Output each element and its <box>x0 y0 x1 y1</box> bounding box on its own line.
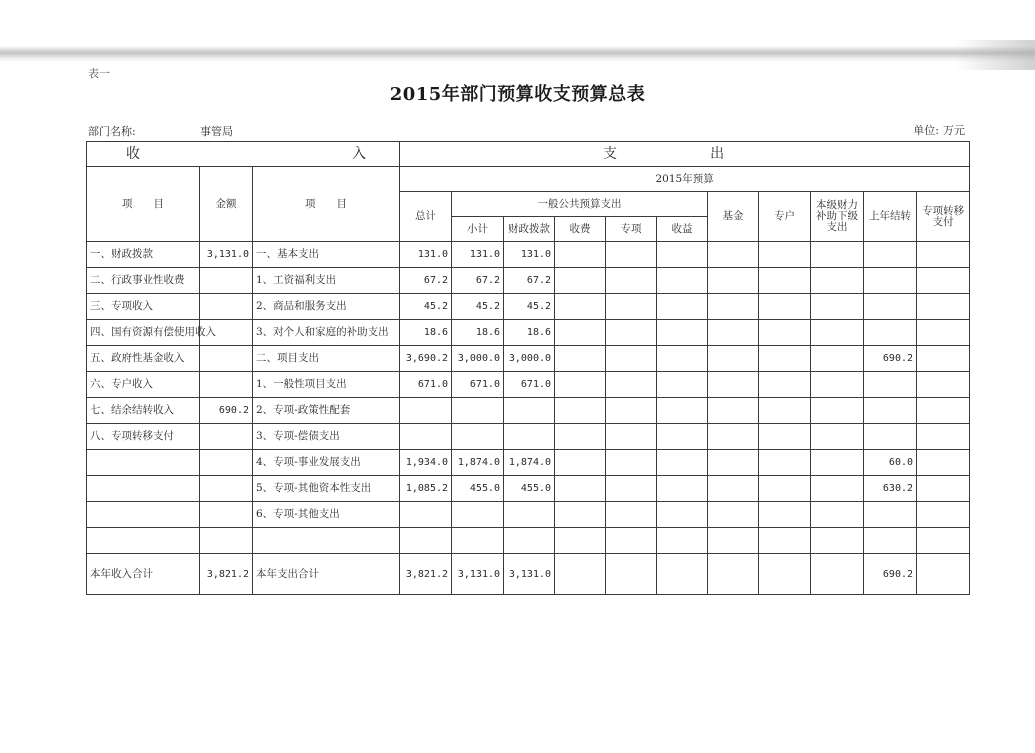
fees-cell <box>555 528 606 554</box>
subtotal-cell: 67.2 <box>452 268 504 294</box>
fees-cell <box>555 268 606 294</box>
fund-cell <box>708 320 759 346</box>
subsidy-cell <box>811 346 864 372</box>
total-cell: 131.0 <box>400 242 452 268</box>
col-fiscal: 财政拨款 <box>504 217 555 242</box>
special-cell <box>606 450 657 476</box>
fiscal-cell <box>504 528 555 554</box>
total-cell: 3,821.2 <box>400 554 452 595</box>
amount-cell <box>200 372 253 398</box>
table-row <box>87 502 970 528</box>
transfer-cell <box>917 424 970 450</box>
special-account-cell <box>759 476 811 502</box>
special-account-cell <box>759 398 811 424</box>
revenue-cell <box>657 372 708 398</box>
subsidy-cell <box>811 294 864 320</box>
col-transfer <box>917 192 970 242</box>
expense-item-cell: 3、专项-偿债支出 <box>253 424 400 450</box>
fund-cell <box>708 346 759 372</box>
carryover-cell: 690.2 <box>864 346 917 372</box>
col-carryover: 上年结转 <box>864 192 917 242</box>
total-cell <box>400 424 452 450</box>
income-item-cell <box>87 502 200 528</box>
table-row <box>87 528 970 554</box>
fees-cell <box>555 320 606 346</box>
subtotal-cell <box>452 398 504 424</box>
subtotal-cell <box>452 502 504 528</box>
revenue-cell <box>657 294 708 320</box>
table-tag: 表一 <box>88 67 110 80</box>
income-header-a: 收 <box>126 145 142 162</box>
table-row <box>87 372 970 398</box>
amount-cell <box>200 268 253 294</box>
header-row-1 <box>87 142 970 167</box>
amount-cell <box>200 424 253 450</box>
income-header-b: 入 <box>352 145 369 162</box>
budget-table <box>86 141 970 595</box>
transfer-cell <box>917 554 970 595</box>
subsidy-cell <box>811 398 864 424</box>
special-cell <box>606 398 657 424</box>
subsidy-cell <box>811 320 864 346</box>
amount-cell: 3,131.0 <box>200 242 253 268</box>
col-subsidy-l3: 支出 <box>826 221 848 233</box>
fiscal-cell: 1,874.0 <box>504 450 555 476</box>
table-row <box>87 424 970 450</box>
unit-label <box>909 122 965 138</box>
expense-item-cell: 二、项目支出 <box>253 346 400 372</box>
fiscal-cell: 671.0 <box>504 372 555 398</box>
income-item-cell: 七、结余结转收入 <box>87 398 200 424</box>
special-cell <box>606 502 657 528</box>
scan-edge-shadow-right <box>955 40 1035 70</box>
subsidy-cell <box>811 450 864 476</box>
table-row <box>87 554 970 595</box>
col-budget-2015: 2015年预算 <box>400 167 970 192</box>
page-title: 2015年部门预算收支预算总表 <box>389 84 646 105</box>
transfer-cell <box>917 476 970 502</box>
special-cell <box>606 372 657 398</box>
transfer-cell <box>917 450 970 476</box>
special-cell <box>606 268 657 294</box>
subsidy-cell <box>811 242 864 268</box>
special-account-cell <box>759 372 811 398</box>
fees-cell <box>555 346 606 372</box>
expense-item-cell: 一、基本支出 <box>253 242 400 268</box>
data-rows <box>87 242 970 595</box>
subsidy-cell <box>811 554 864 595</box>
subtotal-cell <box>452 424 504 450</box>
transfer-cell <box>917 528 970 554</box>
special-account-cell <box>759 294 811 320</box>
unit-value: 万元 <box>943 124 965 137</box>
col-subtotal: 小计 <box>452 217 504 242</box>
unit-label-text: 单位: <box>913 124 939 137</box>
special-cell <box>606 528 657 554</box>
revenue-cell <box>657 528 708 554</box>
col-subsidy-l2: 补助下级 <box>816 210 859 222</box>
carryover-cell <box>864 294 917 320</box>
expense-header-a: 支 <box>603 145 620 162</box>
revenue-cell <box>657 554 708 595</box>
income-item-cell <box>87 528 200 554</box>
special-cell <box>606 346 657 372</box>
fiscal-cell: 131.0 <box>504 242 555 268</box>
expense-item-cell: 1、一般性项目支出 <box>253 372 400 398</box>
subtotal-cell: 3,000.0 <box>452 346 504 372</box>
amount-cell: 690.2 <box>200 398 253 424</box>
fiscal-cell <box>504 424 555 450</box>
fund-cell <box>708 528 759 554</box>
col-income-item: 项 目 <box>87 167 200 242</box>
income-section-header <box>87 142 400 167</box>
transfer-cell <box>917 294 970 320</box>
table-row <box>87 268 970 294</box>
fiscal-cell <box>504 502 555 528</box>
fees-cell <box>555 294 606 320</box>
income-item-cell: 五、政府性基金收入 <box>87 346 200 372</box>
carryover-cell <box>864 268 917 294</box>
fund-cell <box>708 476 759 502</box>
total-cell: 671.0 <box>400 372 452 398</box>
carryover-cell: 690.2 <box>864 554 917 595</box>
revenue-cell <box>657 320 708 346</box>
expense-item-cell <box>253 528 400 554</box>
col-fund: 基金 <box>708 192 759 242</box>
special-account-cell <box>759 554 811 595</box>
carryover-cell <box>864 398 917 424</box>
carryover-cell <box>864 528 917 554</box>
col-revenue: 收益 <box>657 217 708 242</box>
special-cell <box>606 476 657 502</box>
carryover-cell: 630.2 <box>864 476 917 502</box>
col-special: 专项 <box>606 217 657 242</box>
amount-cell <box>200 294 253 320</box>
revenue-cell <box>657 450 708 476</box>
subtotal-cell: 671.0 <box>452 372 504 398</box>
carryover-cell <box>864 424 917 450</box>
special-cell <box>606 320 657 346</box>
expense-item-cell: 1、工资福利支出 <box>253 268 400 294</box>
col-total: 总计 <box>400 192 452 242</box>
transfer-cell <box>917 242 970 268</box>
header-row-2 <box>87 167 970 192</box>
revenue-cell <box>657 424 708 450</box>
total-cell: 18.6 <box>400 320 452 346</box>
subtotal-cell: 131.0 <box>452 242 504 268</box>
total-cell: 3,690.2 <box>400 346 452 372</box>
dept-label: 部门名称: <box>88 125 136 138</box>
fiscal-cell: 67.2 <box>504 268 555 294</box>
fund-cell <box>708 294 759 320</box>
transfer-cell <box>917 398 970 424</box>
col-transfer-l1: 专项转移 <box>922 204 965 217</box>
fiscal-cell: 3,131.0 <box>504 554 555 595</box>
fund-cell <box>708 424 759 450</box>
fees-cell <box>555 372 606 398</box>
transfer-cell <box>917 268 970 294</box>
col-subsidy-l1: 本级财力 <box>816 199 859 211</box>
col-expense-item: 项 目 <box>253 167 400 242</box>
subsidy-cell <box>811 424 864 450</box>
subsidy-cell <box>811 528 864 554</box>
col-general-public: 一般公共预算支出 <box>452 192 708 217</box>
fiscal-cell: 3,000.0 <box>504 346 555 372</box>
special-cell <box>606 242 657 268</box>
fund-cell <box>708 242 759 268</box>
income-item-cell <box>87 450 200 476</box>
subtotal-cell: 18.6 <box>452 320 504 346</box>
amount-cell: 3,821.2 <box>200 554 253 595</box>
income-item-cell: 四、国有资源有偿使用收入 <box>87 320 200 346</box>
subtotal-cell <box>452 528 504 554</box>
special-account-cell <box>759 320 811 346</box>
subtotal-cell: 45.2 <box>452 294 504 320</box>
revenue-cell <box>657 502 708 528</box>
amount-cell <box>200 528 253 554</box>
fund-cell <box>708 398 759 424</box>
income-item-cell: 六、专户收入 <box>87 372 200 398</box>
table-row <box>87 320 970 346</box>
subtotal-cell: 1,874.0 <box>452 450 504 476</box>
expense-item-cell: 2、专项-政策性配套 <box>253 398 400 424</box>
table-row <box>87 476 970 502</box>
subsidy-cell <box>811 268 864 294</box>
dept-value: 事管局 <box>200 125 233 138</box>
expense-item-cell: 5、专项-其他资本性支出 <box>253 476 400 502</box>
fees-cell <box>555 502 606 528</box>
expense-item-cell: 2、商品和服务支出 <box>253 294 400 320</box>
amount-cell <box>200 346 253 372</box>
special-account-cell <box>759 424 811 450</box>
table-row <box>87 450 970 476</box>
revenue-cell <box>657 268 708 294</box>
subtotal-cell: 3,131.0 <box>452 554 504 595</box>
expense-section-header <box>400 142 970 167</box>
amount-cell <box>200 476 253 502</box>
fiscal-cell: 45.2 <box>504 294 555 320</box>
special-account-cell <box>759 346 811 372</box>
expense-header-b: 出 <box>710 145 727 162</box>
col-transfer-l2: 支付 <box>932 215 954 228</box>
table-row <box>87 294 970 320</box>
fees-cell <box>555 554 606 595</box>
fees-cell <box>555 476 606 502</box>
fees-cell <box>555 450 606 476</box>
transfer-cell <box>917 346 970 372</box>
special-account-cell <box>759 242 811 268</box>
income-item-cell: 八、专项转移支付 <box>87 424 200 450</box>
income-item-cell: 三、专项收入 <box>87 294 200 320</box>
fund-cell <box>708 554 759 595</box>
subtotal-cell: 455.0 <box>452 476 504 502</box>
income-item-cell: 本年收入合计 <box>87 554 200 595</box>
revenue-cell <box>657 346 708 372</box>
carryover-cell <box>864 372 917 398</box>
col-subsidy <box>811 192 864 242</box>
expense-item-cell: 3、对个人和家庭的补助支出 <box>253 320 400 346</box>
fees-cell <box>555 398 606 424</box>
amount-cell <box>200 502 253 528</box>
fund-cell <box>708 268 759 294</box>
transfer-cell <box>917 372 970 398</box>
col-fees: 收费 <box>555 217 606 242</box>
fees-cell <box>555 242 606 268</box>
transfer-cell <box>917 320 970 346</box>
amount-cell <box>200 450 253 476</box>
total-cell: 45.2 <box>400 294 452 320</box>
special-account-cell <box>759 268 811 294</box>
total-cell: 1,085.2 <box>400 476 452 502</box>
special-account-cell <box>759 450 811 476</box>
expense-item-cell: 4、专项-事业发展支出 <box>253 450 400 476</box>
total-cell <box>400 502 452 528</box>
carryover-cell <box>864 320 917 346</box>
fund-cell <box>708 450 759 476</box>
special-account-cell <box>759 502 811 528</box>
total-cell <box>400 528 452 554</box>
fiscal-cell: 18.6 <box>504 320 555 346</box>
col-amount: 金额 <box>200 167 253 242</box>
transfer-cell <box>917 502 970 528</box>
revenue-cell <box>657 242 708 268</box>
col-special-account: 专户 <box>759 192 811 242</box>
expense-item-cell: 本年支出合计 <box>253 554 400 595</box>
income-item-cell <box>87 476 200 502</box>
income-item-cell: 二、行政事业性收费 <box>87 268 200 294</box>
scan-edge-shadow <box>0 0 1035 62</box>
table-row <box>87 346 970 372</box>
special-account-cell <box>759 528 811 554</box>
revenue-cell <box>657 476 708 502</box>
total-cell: 67.2 <box>400 268 452 294</box>
fund-cell <box>708 502 759 528</box>
carryover-cell: 60.0 <box>864 450 917 476</box>
subsidy-cell <box>811 372 864 398</box>
income-item-cell: 一、财政拨款 <box>87 242 200 268</box>
fiscal-cell: 455.0 <box>504 476 555 502</box>
carryover-cell <box>864 502 917 528</box>
revenue-cell <box>657 398 708 424</box>
subsidy-cell <box>811 476 864 502</box>
expense-item-cell: 6、专项-其他支出 <box>253 502 400 528</box>
special-cell <box>606 424 657 450</box>
special-cell <box>606 294 657 320</box>
total-cell <box>400 398 452 424</box>
special-cell <box>606 554 657 595</box>
table-row <box>87 242 970 268</box>
total-cell: 1,934.0 <box>400 450 452 476</box>
fund-cell <box>708 372 759 398</box>
fiscal-cell <box>504 398 555 424</box>
subsidy-cell <box>811 502 864 528</box>
table-row <box>87 398 970 424</box>
carryover-cell <box>864 242 917 268</box>
fees-cell <box>555 424 606 450</box>
